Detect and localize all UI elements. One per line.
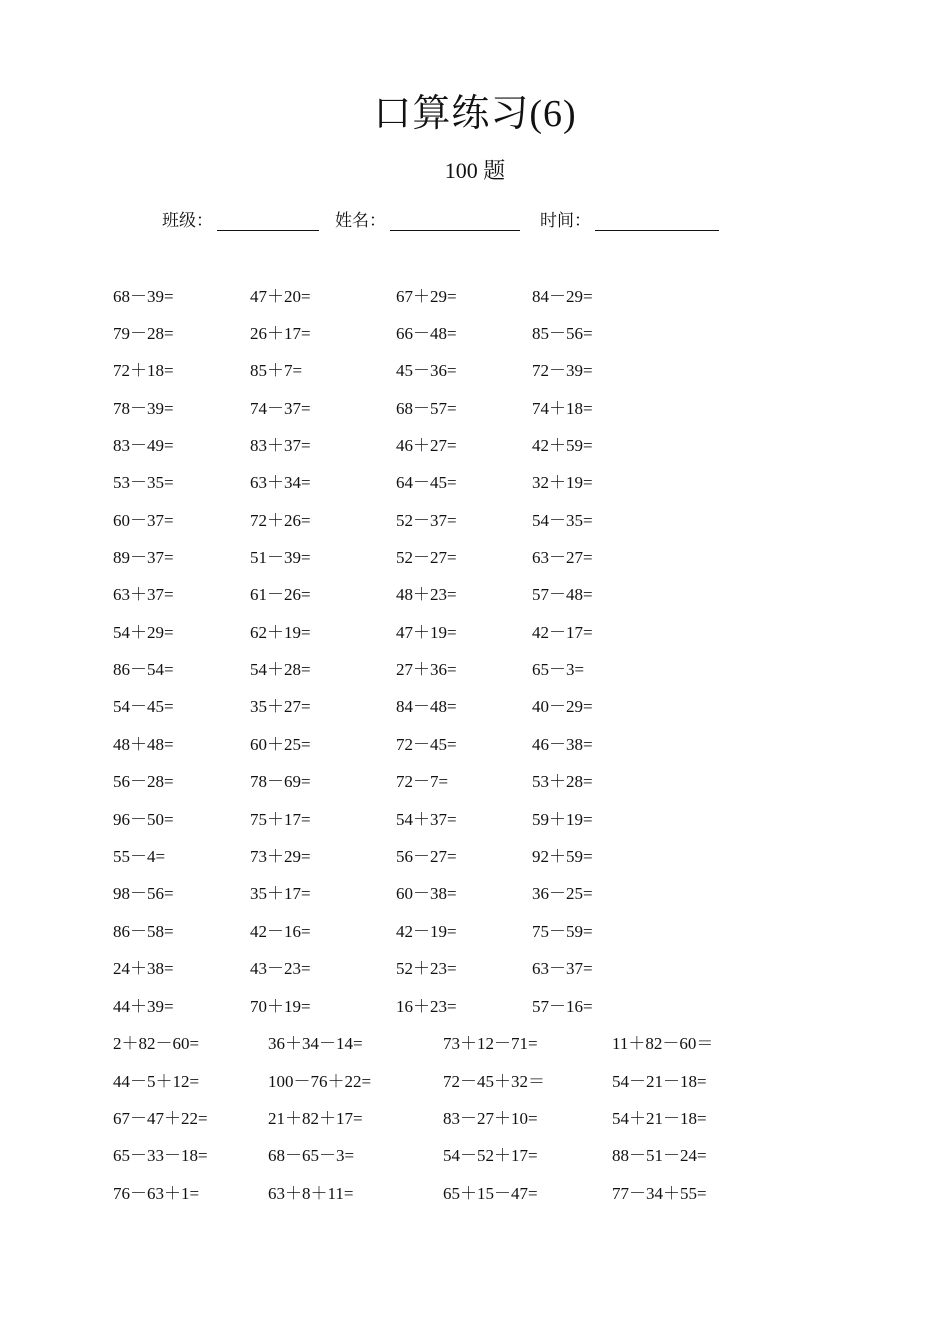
problem-item: 53－35=	[113, 473, 174, 492]
problem-item: 67＋29=	[396, 287, 457, 306]
problem-row	[0, 954, 950, 984]
problem-row	[0, 506, 950, 536]
problem-item: 85－56=	[532, 324, 593, 343]
problem-item: 63＋34=	[250, 473, 311, 492]
problem-row	[0, 319, 950, 349]
problem-item: 57－16=	[532, 997, 593, 1016]
problem-item: 44＋39=	[113, 997, 174, 1016]
problem-item: 83－49=	[113, 436, 174, 455]
problem-row	[0, 1067, 950, 1097]
problem-item: 65－3=	[532, 660, 585, 679]
problem-item: 68－39=	[113, 287, 174, 306]
problem-item: 72－39=	[532, 361, 593, 380]
problem-item: 63－27=	[532, 548, 593, 567]
problem-item: 46－38=	[532, 735, 593, 754]
problem-item: 70＋19=	[250, 997, 311, 1016]
problem-item: 24＋38=	[113, 959, 174, 978]
problem-item: 72－7=	[396, 772, 449, 791]
question-count: 100 题	[444, 158, 506, 183]
name-field	[335, 206, 520, 231]
problem-item: 56－27=	[396, 847, 457, 866]
problem-item: 89－37=	[113, 548, 174, 567]
problem-row	[0, 917, 950, 947]
problem-item: 72－45＋32＝	[443, 1072, 545, 1091]
problem-row	[0, 730, 950, 760]
problem-item: 47＋19=	[396, 623, 457, 642]
problem-item: 96－50=	[113, 810, 174, 829]
class-label: 班级：	[162, 211, 213, 230]
time-field	[540, 206, 719, 231]
problem-row	[0, 805, 950, 835]
problem-item: 60－37=	[113, 511, 174, 530]
problem-item: 35＋17=	[250, 884, 311, 903]
class-blank[interactable]	[217, 210, 319, 231]
problem-item: 54＋37=	[396, 810, 457, 829]
problem-item: 54－35=	[532, 511, 593, 530]
problem-item: 36－25=	[532, 884, 593, 903]
problem-row	[0, 356, 950, 386]
time-label: 时间：	[540, 211, 591, 230]
problem-item: 72＋26=	[250, 511, 311, 530]
problem-row	[0, 692, 950, 722]
problem-item: 72＋18=	[113, 361, 174, 380]
problem-item: 84－48=	[396, 697, 457, 716]
problem-row	[0, 468, 950, 498]
problem-row	[0, 394, 950, 424]
problem-item: 100－76＋22=	[268, 1072, 372, 1091]
problem-item: 53＋28=	[532, 772, 593, 791]
name-blank[interactable]	[390, 210, 520, 231]
problem-item: 40－29=	[532, 697, 593, 716]
problem-item: 55－4=	[113, 847, 166, 866]
problem-item: 48＋23=	[396, 585, 457, 604]
problem-item: 75＋17=	[250, 810, 311, 829]
problem-item: 63－37=	[532, 959, 593, 978]
problem-item: 51－39=	[250, 548, 311, 567]
problem-item: 43－23=	[250, 959, 311, 978]
problem-item: 74＋18=	[532, 399, 593, 418]
problem-item: 52－27=	[396, 548, 457, 567]
problem-item: 21＋82＋17=	[268, 1109, 363, 1128]
problem-row	[0, 431, 950, 461]
problem-item: 52－37=	[396, 511, 457, 530]
problem-item: 77－34＋55=	[612, 1184, 707, 1203]
problem-item: 56－28=	[113, 772, 174, 791]
problem-row	[0, 842, 950, 872]
problem-item: 32＋19=	[532, 473, 593, 492]
problem-item: 63＋37=	[113, 585, 174, 604]
page-title: 口算练习(6)	[373, 93, 577, 135]
class-field	[162, 206, 319, 231]
problem-item: 60＋25=	[250, 735, 311, 754]
problem-row	[0, 992, 950, 1022]
problem-item: 78－39=	[113, 399, 174, 418]
problem-row	[0, 1104, 950, 1134]
problem-item: 85＋7=	[250, 361, 303, 380]
problem-item: 62＋19=	[250, 623, 311, 642]
problem-item: 78－69=	[250, 772, 311, 791]
problem-item: 42－17=	[532, 623, 593, 642]
problem-item: 47＋20=	[250, 287, 311, 306]
problem-item: 60－38=	[396, 884, 457, 903]
problem-item: 92＋59=	[532, 847, 593, 866]
problem-item: 46＋27=	[396, 436, 457, 455]
problem-item: 48＋48=	[113, 735, 174, 754]
problem-item: 83－27＋10=	[443, 1109, 538, 1128]
problem-item: 68－57=	[396, 399, 457, 418]
problem-item: 98－56=	[113, 884, 174, 903]
problem-item: 65＋15－47=	[443, 1184, 538, 1203]
problem-item: 88－51－24=	[612, 1146, 707, 1165]
problem-item: 79－28=	[113, 324, 174, 343]
problem-row	[0, 618, 950, 648]
problem-item: 45－36=	[396, 361, 457, 380]
problem-item: 16＋23=	[396, 997, 457, 1016]
problem-item: 42－16=	[250, 922, 311, 941]
problem-item: 67－47＋22=	[113, 1109, 208, 1128]
problem-row	[0, 1179, 950, 1209]
problem-row	[0, 580, 950, 610]
problem-item: 65－33－18=	[113, 1146, 208, 1165]
problem-item: 66－48=	[396, 324, 457, 343]
problem-item: 61－26=	[250, 585, 311, 604]
problem-item: 54＋21－18=	[612, 1109, 707, 1128]
name-label: 姓名：	[335, 211, 386, 230]
problem-item: 11＋82－60＝	[612, 1034, 714, 1053]
problem-item: 86－58=	[113, 922, 174, 941]
problem-row	[0, 543, 950, 573]
time-blank[interactable]	[595, 210, 719, 231]
problem-item: 54－21－18=	[612, 1072, 707, 1091]
problem-item: 73＋12－71=	[443, 1034, 538, 1053]
problem-item: 74－37=	[250, 399, 311, 418]
problem-item: 57－48=	[532, 585, 593, 604]
problem-item: 54＋29=	[113, 623, 174, 642]
problem-row	[0, 767, 950, 797]
problem-row	[0, 655, 950, 685]
problem-item: 42＋59=	[532, 436, 593, 455]
problem-item: 54－45=	[113, 697, 174, 716]
problem-item: 2＋82－60=	[113, 1034, 200, 1053]
problem-item: 86－54=	[113, 660, 174, 679]
problem-item: 68－65－3=	[268, 1146, 355, 1165]
problem-row	[0, 1029, 950, 1059]
problem-item: 73＋29=	[250, 847, 311, 866]
problem-item: 72－45=	[396, 735, 457, 754]
problem-item: 54＋28=	[250, 660, 311, 679]
problem-item: 44－5＋12=	[113, 1072, 200, 1091]
problem-item: 76－63＋1=	[113, 1184, 200, 1203]
problem-row	[0, 1141, 950, 1171]
problem-item: 35＋27=	[250, 697, 311, 716]
problem-item: 83＋37=	[250, 436, 311, 455]
problem-item: 54－52＋17=	[443, 1146, 538, 1165]
problem-item: 26＋17=	[250, 324, 311, 343]
problem-item: 52＋23=	[396, 959, 457, 978]
problem-item: 27＋36=	[396, 660, 457, 679]
problem-row	[0, 282, 950, 312]
problem-item: 63＋8＋11=	[268, 1184, 354, 1203]
problem-item: 84－29=	[532, 287, 593, 306]
problem-row	[0, 879, 950, 909]
problem-item: 64－45=	[396, 473, 457, 492]
problem-item: 59＋19=	[532, 810, 593, 829]
problem-item: 42－19=	[396, 922, 457, 941]
problem-item: 75－59=	[532, 922, 593, 941]
problem-item: 36＋34－14=	[268, 1034, 363, 1053]
